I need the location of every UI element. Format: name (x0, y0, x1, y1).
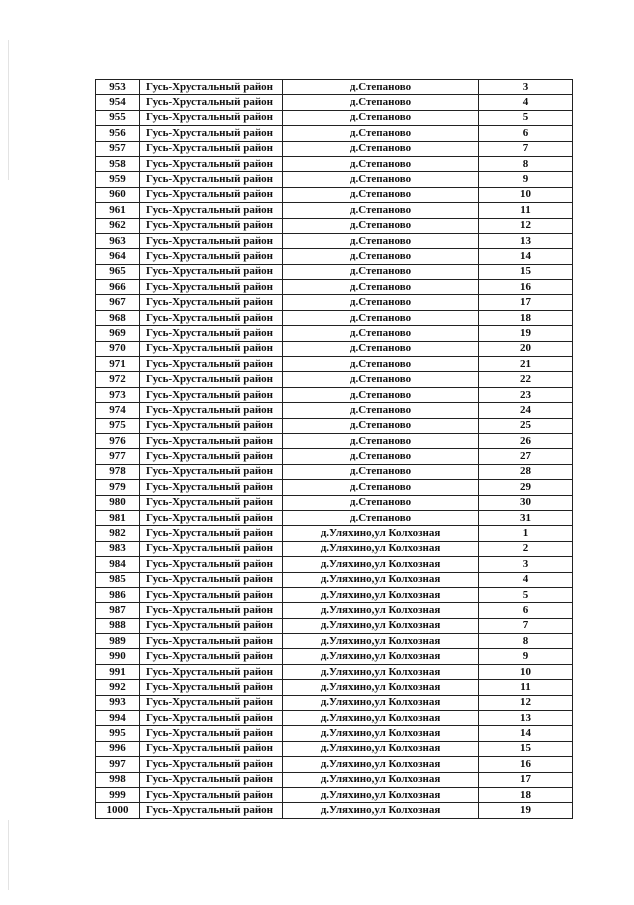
district-cell: Гусь-Хрустальный район (140, 495, 283, 510)
district-cell: Гусь-Хрустальный район (140, 264, 283, 279)
district-cell: Гусь-Хрустальный район (140, 80, 283, 95)
district-cell: Гусь-Хрустальный район (140, 110, 283, 125)
district-cell: Гусь-Хрустальный район (140, 772, 283, 787)
locality-cell: д.Уляхино,ул Колхозная (283, 680, 479, 695)
table-row (96, 803, 573, 818)
locality-cell: д.Степаново (283, 264, 479, 279)
district-cell: Гусь-Хрустальный район (140, 372, 283, 387)
house-number-cell: 12 (479, 218, 573, 233)
locality-cell: д.Степаново (283, 156, 479, 171)
row-number-cell: 987 (96, 603, 140, 618)
table-row (96, 464, 573, 479)
house-number-cell: 18 (479, 310, 573, 325)
locality-cell: д.Уляхино,ул Колхозная (283, 649, 479, 664)
district-cell: Гусь-Хрустальный район (140, 526, 283, 541)
table-row (96, 572, 573, 587)
row-number-cell: 967 (96, 295, 140, 310)
table-row (96, 664, 573, 679)
table-row (96, 495, 573, 510)
locality-cell: д.Степаново (283, 310, 479, 325)
locality-cell: д.Степаново (283, 187, 479, 202)
house-number-cell: 27 (479, 449, 573, 464)
district-cell: Гусь-Хрустальный район (140, 249, 283, 264)
locality-cell: д.Уляхино,ул Колхозная (283, 587, 479, 602)
locality-cell: д.Уляхино,ул Колхозная (283, 757, 479, 772)
table-row (96, 280, 573, 295)
table-row (96, 95, 573, 110)
house-number-cell: 4 (479, 572, 573, 587)
row-number-cell: 978 (96, 464, 140, 479)
table-row (96, 433, 573, 448)
house-number-cell: 4 (479, 95, 573, 110)
house-number-cell: 7 (479, 141, 573, 156)
table-row (96, 726, 573, 741)
row-number-cell: 986 (96, 587, 140, 602)
locality-cell: д.Степаново (283, 464, 479, 479)
table-row (96, 418, 573, 433)
locality-cell: д.Степаново (283, 280, 479, 295)
house-number-cell: 11 (479, 680, 573, 695)
locality-cell: д.Степаново (283, 357, 479, 372)
house-number-cell: 9 (479, 649, 573, 664)
row-number-cell: 985 (96, 572, 140, 587)
locality-cell: д.Степаново (283, 418, 479, 433)
locality-cell: д.Степаново (283, 433, 479, 448)
table-row (96, 541, 573, 556)
locality-cell: д.Степаново (283, 218, 479, 233)
row-number-cell: 958 (96, 156, 140, 171)
district-cell: Гусь-Хрустальный район (140, 464, 283, 479)
district-cell: Гусь-Хрустальный район (140, 787, 283, 802)
house-number-cell: 20 (479, 341, 573, 356)
district-cell: Гусь-Хрустальный район (140, 449, 283, 464)
row-number-cell: 965 (96, 264, 140, 279)
table-row (96, 587, 573, 602)
district-cell: Гусь-Хрустальный район (140, 310, 283, 325)
district-cell: Гусь-Хрустальный район (140, 510, 283, 525)
locality-cell: д.Степаново (283, 295, 479, 310)
district-cell: Гусь-Хрустальный район (140, 741, 283, 756)
row-number-cell: 959 (96, 172, 140, 187)
house-number-cell: 15 (479, 264, 573, 279)
row-number-cell: 989 (96, 634, 140, 649)
address-table (95, 79, 573, 819)
table-row (96, 218, 573, 233)
house-number-cell: 9 (479, 172, 573, 187)
locality-cell: д.Уляхино,ул Колхозная (283, 618, 479, 633)
row-number-cell: 993 (96, 695, 140, 710)
locality-cell: д.Степаново (283, 80, 479, 95)
house-number-cell: 12 (479, 695, 573, 710)
row-number-cell: 962 (96, 218, 140, 233)
table-row (96, 510, 573, 525)
row-number-cell: 996 (96, 741, 140, 756)
row-number-cell: 971 (96, 357, 140, 372)
house-number-cell: 18 (479, 787, 573, 802)
table-row (96, 695, 573, 710)
table-row (96, 480, 573, 495)
table-row (96, 172, 573, 187)
locality-cell: д.Степаново (283, 387, 479, 402)
table-row (96, 557, 573, 572)
district-cell: Гусь-Хрустальный район (140, 403, 283, 418)
district-cell: Гусь-Хрустальный район (140, 711, 283, 726)
table-row (96, 618, 573, 633)
house-number-cell: 8 (479, 634, 573, 649)
district-cell: Гусь-Хрустальный район (140, 680, 283, 695)
locality-cell: д.Уляхино,ул Колхозная (283, 526, 479, 541)
locality-cell: д.Степаново (283, 249, 479, 264)
table-row (96, 787, 573, 802)
table-row (96, 741, 573, 756)
locality-cell: д.Уляхино,ул Колхозная (283, 572, 479, 587)
row-number-cell: 970 (96, 341, 140, 356)
table-row (96, 449, 573, 464)
row-number-cell: 995 (96, 726, 140, 741)
locality-cell: д.Степаново (283, 203, 479, 218)
row-number-cell: 983 (96, 541, 140, 556)
table-row (96, 156, 573, 171)
locality-cell: д.Уляхино,ул Колхозная (283, 711, 479, 726)
table-row (96, 295, 573, 310)
district-cell: Гусь-Хрустальный район (140, 803, 283, 818)
house-number-cell: 25 (479, 418, 573, 433)
house-number-cell: 21 (479, 357, 573, 372)
row-number-cell: 964 (96, 249, 140, 264)
row-number-cell: 998 (96, 772, 140, 787)
house-number-cell: 15 (479, 741, 573, 756)
district-cell: Гусь-Хрустальный район (140, 326, 283, 341)
house-number-cell: 7 (479, 618, 573, 633)
row-number-cell: 973 (96, 387, 140, 402)
house-number-cell: 10 (479, 664, 573, 679)
locality-cell: д.Степаново (283, 326, 479, 341)
district-cell: Гусь-Хрустальный район (140, 664, 283, 679)
house-number-cell: 1 (479, 526, 573, 541)
district-cell: Гусь-Хрустальный район (140, 357, 283, 372)
table-row (96, 603, 573, 618)
table-row (96, 110, 573, 125)
locality-cell: д.Степаново (283, 510, 479, 525)
row-number-cell: 974 (96, 403, 140, 418)
locality-cell: д.Уляхино,ул Колхозная (283, 541, 479, 556)
house-number-cell: 22 (479, 372, 573, 387)
table-row (96, 711, 573, 726)
house-number-cell: 30 (479, 495, 573, 510)
row-number-cell: 1000 (96, 803, 140, 818)
table-row (96, 310, 573, 325)
table-row (96, 372, 573, 387)
district-cell: Гусь-Хрустальный район (140, 141, 283, 156)
locality-cell: д.Степаново (283, 141, 479, 156)
house-number-cell: 13 (479, 711, 573, 726)
row-number-cell: 981 (96, 510, 140, 525)
district-cell: Гусь-Хрустальный район (140, 126, 283, 141)
district-cell: Гусь-Хрустальный район (140, 156, 283, 171)
locality-cell: д.Степаново (283, 126, 479, 141)
district-cell: Гусь-Хрустальный район (140, 172, 283, 187)
district-cell: Гусь-Хрустальный район (140, 203, 283, 218)
row-number-cell: 992 (96, 680, 140, 695)
locality-cell: д.Степаново (283, 372, 479, 387)
house-number-cell: 11 (479, 203, 573, 218)
row-number-cell: 957 (96, 141, 140, 156)
district-cell: Гусь-Хрустальный район (140, 634, 283, 649)
locality-cell: д.Степаново (283, 233, 479, 248)
locality-cell: д.Степаново (283, 403, 479, 418)
table-row (96, 80, 573, 95)
district-cell: Гусь-Хрустальный район (140, 603, 283, 618)
row-number-cell: 955 (96, 110, 140, 125)
house-number-cell: 23 (479, 387, 573, 402)
district-cell: Гусь-Хрустальный район (140, 280, 283, 295)
locality-cell: д.Уляхино,ул Колхозная (283, 634, 479, 649)
table-row (96, 680, 573, 695)
locality-cell: д.Степаново (283, 172, 479, 187)
house-number-cell: 19 (479, 326, 573, 341)
district-cell: Гусь-Хрустальный район (140, 295, 283, 310)
district-cell: Гусь-Хрустальный район (140, 557, 283, 572)
district-cell: Гусь-Хрустальный район (140, 95, 283, 110)
table-row (96, 233, 573, 248)
row-number-cell: 984 (96, 557, 140, 572)
row-number-cell: 969 (96, 326, 140, 341)
locality-cell: д.Уляхино,ул Колхозная (283, 695, 479, 710)
house-number-cell: 10 (479, 187, 573, 202)
house-number-cell: 16 (479, 280, 573, 295)
row-number-cell: 999 (96, 787, 140, 802)
locality-cell: д.Степаново (283, 495, 479, 510)
row-number-cell: 975 (96, 418, 140, 433)
district-cell: Гусь-Хрустальный район (140, 387, 283, 402)
locality-cell: д.Уляхино,ул Колхозная (283, 787, 479, 802)
table-row (96, 403, 573, 418)
page-edge-mark (8, 40, 9, 180)
locality-cell: д.Уляхино,ул Колхозная (283, 664, 479, 679)
district-cell: Гусь-Хрустальный район (140, 757, 283, 772)
district-cell: Гусь-Хрустальный район (140, 480, 283, 495)
table-row (96, 649, 573, 664)
locality-cell: д.Уляхино,ул Колхозная (283, 741, 479, 756)
house-number-cell: 14 (479, 249, 573, 264)
locality-cell: д.Степаново (283, 341, 479, 356)
house-number-cell: 19 (479, 803, 573, 818)
district-cell: Гусь-Хрустальный район (140, 618, 283, 633)
row-number-cell: 990 (96, 649, 140, 664)
locality-cell: д.Степаново (283, 480, 479, 495)
row-number-cell: 953 (96, 80, 140, 95)
table-row (96, 341, 573, 356)
district-cell: Гусь-Хрустальный район (140, 572, 283, 587)
locality-cell: д.Уляхино,ул Колхозная (283, 803, 479, 818)
row-number-cell: 966 (96, 280, 140, 295)
locality-cell: д.Уляхино,ул Колхозная (283, 557, 479, 572)
table-row (96, 526, 573, 541)
district-cell: Гусь-Хрустальный район (140, 649, 283, 664)
row-number-cell: 963 (96, 233, 140, 248)
row-number-cell: 972 (96, 372, 140, 387)
house-number-cell: 24 (479, 403, 573, 418)
page-edge-mark (8, 820, 9, 890)
row-number-cell: 994 (96, 711, 140, 726)
table-row (96, 772, 573, 787)
row-number-cell: 976 (96, 433, 140, 448)
house-number-cell: 6 (479, 603, 573, 618)
house-number-cell: 17 (479, 295, 573, 310)
house-number-cell: 31 (479, 510, 573, 525)
table-row (96, 264, 573, 279)
house-number-cell: 2 (479, 541, 573, 556)
district-cell: Гусь-Хрустальный район (140, 341, 283, 356)
row-number-cell: 956 (96, 126, 140, 141)
district-cell: Гусь-Хрустальный район (140, 218, 283, 233)
house-number-cell: 28 (479, 464, 573, 479)
row-number-cell: 982 (96, 526, 140, 541)
table-row (96, 126, 573, 141)
locality-cell: д.Уляхино,ул Колхозная (283, 603, 479, 618)
district-cell: Гусь-Хрустальный район (140, 433, 283, 448)
table-row (96, 249, 573, 264)
house-number-cell: 16 (479, 757, 573, 772)
house-number-cell: 26 (479, 433, 573, 448)
house-number-cell: 29 (479, 480, 573, 495)
row-number-cell: 988 (96, 618, 140, 633)
address-table-body (96, 80, 573, 819)
row-number-cell: 997 (96, 757, 140, 772)
locality-cell: д.Степаново (283, 110, 479, 125)
table-row (96, 357, 573, 372)
house-number-cell: 6 (479, 126, 573, 141)
district-cell: Гусь-Хрустальный район (140, 587, 283, 602)
locality-cell: д.Уляхино,ул Колхозная (283, 726, 479, 741)
table-row (96, 634, 573, 649)
table-row (96, 187, 573, 202)
table-row (96, 387, 573, 402)
district-cell: Гусь-Хрустальный район (140, 418, 283, 433)
house-number-cell: 3 (479, 80, 573, 95)
row-number-cell: 960 (96, 187, 140, 202)
district-cell: Гусь-Хрустальный район (140, 187, 283, 202)
district-cell: Гусь-Хрустальный район (140, 541, 283, 556)
row-number-cell: 977 (96, 449, 140, 464)
house-number-cell: 8 (479, 156, 573, 171)
table-row (96, 203, 573, 218)
house-number-cell: 5 (479, 110, 573, 125)
table-row (96, 326, 573, 341)
district-cell: Гусь-Хрустальный район (140, 695, 283, 710)
row-number-cell: 954 (96, 95, 140, 110)
house-number-cell: 17 (479, 772, 573, 787)
table-row (96, 757, 573, 772)
locality-cell: д.Степаново (283, 95, 479, 110)
row-number-cell: 968 (96, 310, 140, 325)
row-number-cell: 961 (96, 203, 140, 218)
locality-cell: д.Уляхино,ул Колхозная (283, 772, 479, 787)
district-cell: Гусь-Хрустальный район (140, 726, 283, 741)
row-number-cell: 979 (96, 480, 140, 495)
locality-cell: д.Степаново (283, 449, 479, 464)
row-number-cell: 980 (96, 495, 140, 510)
house-number-cell: 13 (479, 233, 573, 248)
house-number-cell: 3 (479, 557, 573, 572)
house-number-cell: 14 (479, 726, 573, 741)
table-row (96, 141, 573, 156)
row-number-cell: 991 (96, 664, 140, 679)
house-number-cell: 5 (479, 587, 573, 602)
district-cell: Гусь-Хрустальный район (140, 233, 283, 248)
